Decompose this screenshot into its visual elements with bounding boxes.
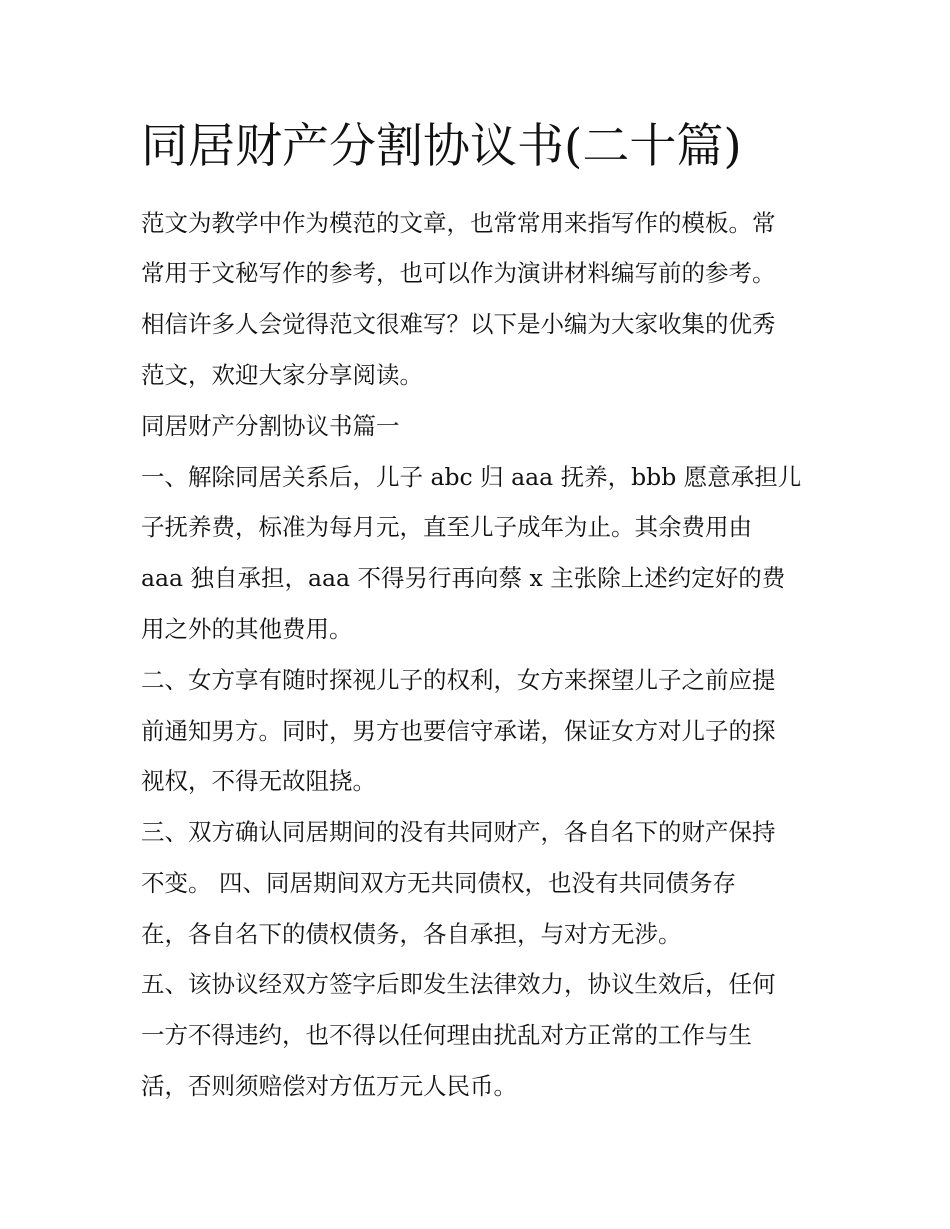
text-line: 常用于文秘写作的参考，也可以作为演讲材料编写前的参考。 <box>141 259 776 287</box>
text-line: 相信许多人会觉得范文很难写？以下是小编为大家收集的优秀 <box>141 310 776 338</box>
text-line: 一方不得违约，也不得以任何理由扰乱对方正常的工作与生 <box>141 1021 752 1049</box>
text-line: 二、女方享有随时探视儿子的权利，女方来探望儿子之前应提 <box>141 666 776 694</box>
text-line: 范文为教学中作为模范的文章，也常常用来指写作的模板。常 <box>141 209 776 237</box>
text-line: 前通知男方。同时，男方也要信守承诺，保证女方对儿子的探 <box>141 717 776 745</box>
text-line: 用之外的其他费用。 <box>141 615 353 643</box>
document-title: 同居财产分割协议书(二十篇) <box>141 119 742 174</box>
text-line: 在，各自名下的债权债务，各自承担，与对方无涉。 <box>141 920 682 948</box>
section-heading: 同居财产分割协议书篇一 <box>141 412 400 440</box>
text-line: 活，否则须赔偿对方伍万元人民币。 <box>141 1072 517 1100</box>
text-line: 子抚养费，标准为每月元，直至儿子成年为止。其余费用由 <box>141 513 752 541</box>
text-line: 五、该协议经双方签字后即发生法律效力，协议生效后，任何 <box>141 970 776 998</box>
text-line: aaa 独自承担，aaa 不得另行再向蔡 x 主张除上述约定好的费 <box>141 564 786 592</box>
text-line: 视权，不得无故阻挠。 <box>141 767 376 795</box>
text-line: 不变。 四、同居期间双方无共同债权，也没有共同债务存 <box>141 869 736 897</box>
text-line: 一、解除同居关系后，儿子 abc 归 aaa 抚养，bbb 愿意承担儿 <box>141 463 802 491</box>
text-line: 范文，欢迎大家分享阅读。 <box>141 361 423 389</box>
text-line: 三、双方确认同居期间的没有共同财产，各自名下的财产保持 <box>141 818 776 846</box>
